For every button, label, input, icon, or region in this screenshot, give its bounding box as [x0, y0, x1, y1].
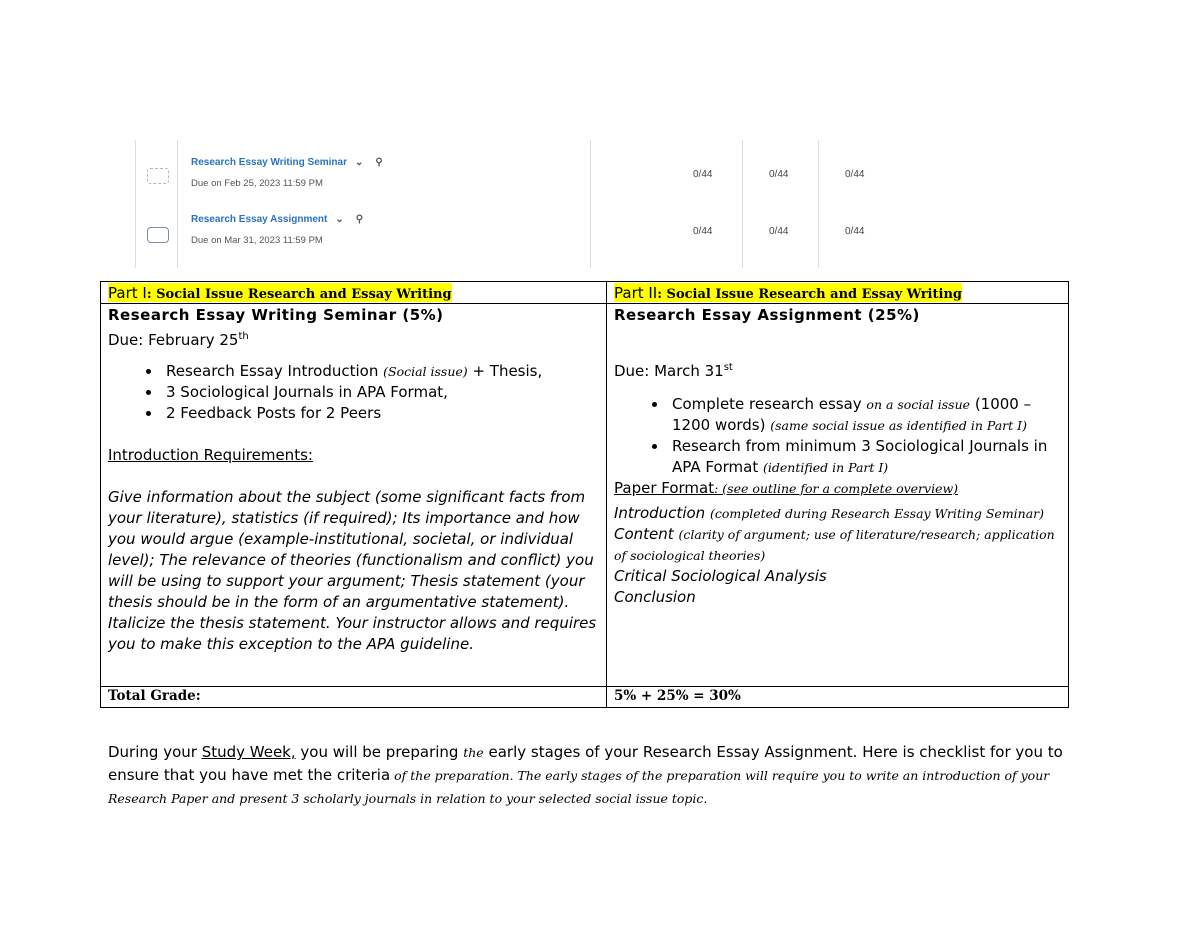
list-item: • Complete research essay on a social issue (1000 – 1200 words) (same social issue as identified in Part I)	[668, 394, 1061, 436]
gradebook-row	[135, 197, 875, 254]
chevron-down-icon[interactable]: ⌄	[355, 157, 364, 168]
pin-icon[interactable]: ⚲	[355, 214, 364, 225]
score-cell: 0/44	[845, 226, 865, 237]
intro-requirements-heading: Introduction Requirements:	[108, 446, 313, 464]
score-cell: 0/44	[769, 226, 789, 237]
item-due-date: Due on Feb 25, 2023 11:59 PM	[191, 178, 323, 189]
part2-heading: Research Essay Assignment (25%)	[614, 306, 920, 324]
list-item: • 3 Sociological Journals in APA Format,	[162, 382, 599, 403]
study-week-link[interactable]: Study Week,	[201, 743, 296, 761]
chevron-down-icon[interactable]: ⌄	[335, 214, 344, 225]
paper-format: Paper Format: (see outline for a complete overview)	[614, 479, 959, 497]
item-title-link[interactable]: Research Essay Writing Seminar	[191, 157, 347, 168]
part1-label: Part I	[108, 284, 147, 302]
outline-critical: Critical Sociological Analysis	[614, 567, 827, 585]
list-item: • Research from minimum 3 Sociological Journals in APA Format (identified in Part I)	[668, 436, 1061, 478]
quiz-icon	[147, 227, 169, 243]
part2-cell	[607, 304, 1069, 687]
part1-title: : Social Issue Research and Essay Writing	[146, 287, 452, 302]
gradebook-screenshot	[135, 140, 875, 268]
list-item: • Research Essay Introduction (Social issue) + Thesis,	[162, 361, 599, 382]
part2-due: Due: March 31st	[614, 362, 733, 380]
part1-heading: Research Essay Writing Seminar (5%)	[108, 306, 444, 324]
part1-cell	[101, 304, 607, 687]
part1-bullets	[108, 361, 599, 424]
part2-title: : Social Issue Research and Essay Writing	[657, 287, 962, 302]
score-cell: 0/44	[693, 226, 713, 237]
part1-header	[101, 282, 607, 304]
total-grade-value: 5% + 25% = 30%	[607, 687, 1069, 708]
list-item: • 2 Feedback Posts for 2 Peers	[162, 403, 599, 424]
assignment-table	[100, 281, 1069, 708]
total-grade-label: Total Grade:	[101, 687, 607, 708]
checkbox-icon[interactable]	[147, 168, 169, 184]
part2-bullets	[614, 394, 1061, 478]
score-cell: 0/44	[693, 169, 713, 180]
pin-icon[interactable]: ⚲	[375, 157, 383, 168]
outline-content: Content (clarity of argument; use of literature/research; application of sociological theories)	[614, 525, 1055, 563]
part2-header	[607, 282, 1069, 304]
score-cell: 0/44	[845, 169, 865, 180]
gradebook-row	[135, 140, 875, 197]
study-week-paragraph: During your Study Week, you will be preparing the early stages of your Research Essay Assignment. Here is checklist for you to ensure that you have met the criteria of the preparation. The early stages of the preparation will require you to write an introduction of your Research Paper and present 3 scholarly journals in relation to your selected social issue topic.	[108, 743, 1063, 806]
item-title-link[interactable]: Research Essay Assignment	[191, 214, 328, 225]
item-due-date: Due on Mar 31, 2023 11:59 PM	[191, 235, 323, 246]
outline-conclusion: Conclusion	[614, 588, 696, 606]
intro-requirements-body: Give information about the subject (some significant facts from your literature), statistics (if required); Its importance and how you would argue (example-institutional, societal, or individual level); The relevance of theories (functionalism and conflict) you will be using to support your argument; Thesis statement (your thesis should be in the form of an argumentative statement). Italicize the thesis statement. Your instructor allows and requires you to make this exception to the APA guideline.	[108, 488, 597, 653]
score-cell: 0/44	[769, 169, 789, 180]
outline-introduction: Introduction (completed during Research Essay Writing Seminar)	[614, 504, 1045, 522]
part1-due: Due: February 25th	[108, 331, 249, 349]
part2-label: Part II	[614, 284, 658, 302]
